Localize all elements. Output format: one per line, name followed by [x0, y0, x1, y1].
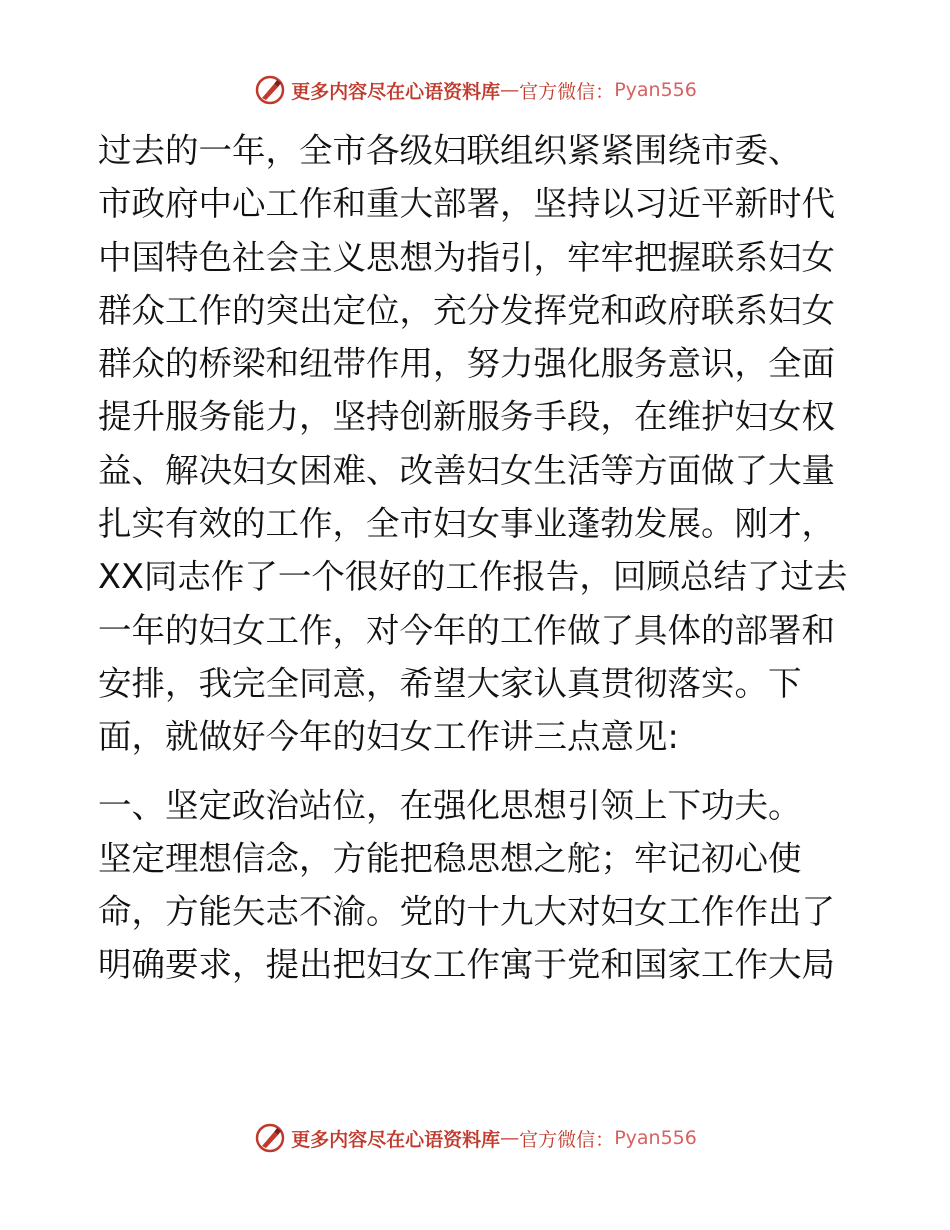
- watermark-banner-bottom: [0, 1118, 950, 1158]
- watermark-wechat-id: Pyan556: [614, 1127, 697, 1149]
- text-line: 扎实有效的工作，全市妇女事业蓬勃发展。刚才，: [98, 504, 835, 544]
- text-line: 命，方能矢志不渝。党的十九大对妇女工作作出了: [98, 892, 835, 932]
- text-line: 提升服务能力，坚持创新服务手段，在维护妇女权: [98, 397, 835, 437]
- text-line: 明确要求，提出把妇女工作寓于党和国家工作大局: [98, 945, 835, 985]
- text-line: 过去的一年，全市各级妇联组织紧紧围绕市委、: [98, 131, 802, 170]
- text-line: 一年的妇女工作，对今年的工作做了具体的部署和: [98, 610, 835, 650]
- text-line: 益、解决妇女困难、改善妇女生活等方面做了大量: [98, 450, 835, 490]
- paragraph-section-one: [98, 779, 858, 992]
- paragraph-intro: [98, 124, 858, 764]
- text-line: 安排，我完全同意，希望大家认真贯彻落实。下: [98, 663, 802, 703]
- text-line: XX同志作了一个很好的工作报告，回顾总结了过去: [98, 557, 848, 597]
- watermark-wechat-label: 官方微信：: [519, 1128, 615, 1151]
- text-line: 市政府中心工作和重大部署，坚持以习近平新时代: [98, 184, 835, 224]
- section-heading-line: 一、坚定政治站位，在强化思想引领上下功夫。: [98, 785, 802, 825]
- watermark-separator: —: [500, 1127, 520, 1149]
- watermark-wechat-label: 官方微信：: [519, 80, 615, 103]
- text-line: 坚定理想信念，方能把稳思想之舵；牢记初心使: [98, 838, 802, 878]
- watermark-wechat-id: Pyan556: [614, 79, 697, 101]
- document-body: [98, 124, 858, 992]
- watermark-separator: —: [500, 79, 520, 101]
- watermark-main-text: 更多内容尽在心语资料库: [291, 1128, 501, 1151]
- text-line: 中国特色社会主义思想为指引，牢牢把握联系妇女: [98, 237, 835, 277]
- pen-logo-icon: [253, 1121, 287, 1155]
- watermark-main-text: 更多内容尽在心语资料库: [291, 80, 501, 103]
- text-line: 群众工作的突出定位，充分发挥党和政府联系妇女: [98, 290, 835, 330]
- pen-logo-icon: [253, 73, 287, 107]
- text-line: 面，就做好今年的妇女工作讲三点意见:: [98, 717, 679, 757]
- text-line: 群众的桥梁和纽带作用，努力强化服务意识，全面: [98, 344, 835, 384]
- watermark-banner-top: [0, 70, 950, 110]
